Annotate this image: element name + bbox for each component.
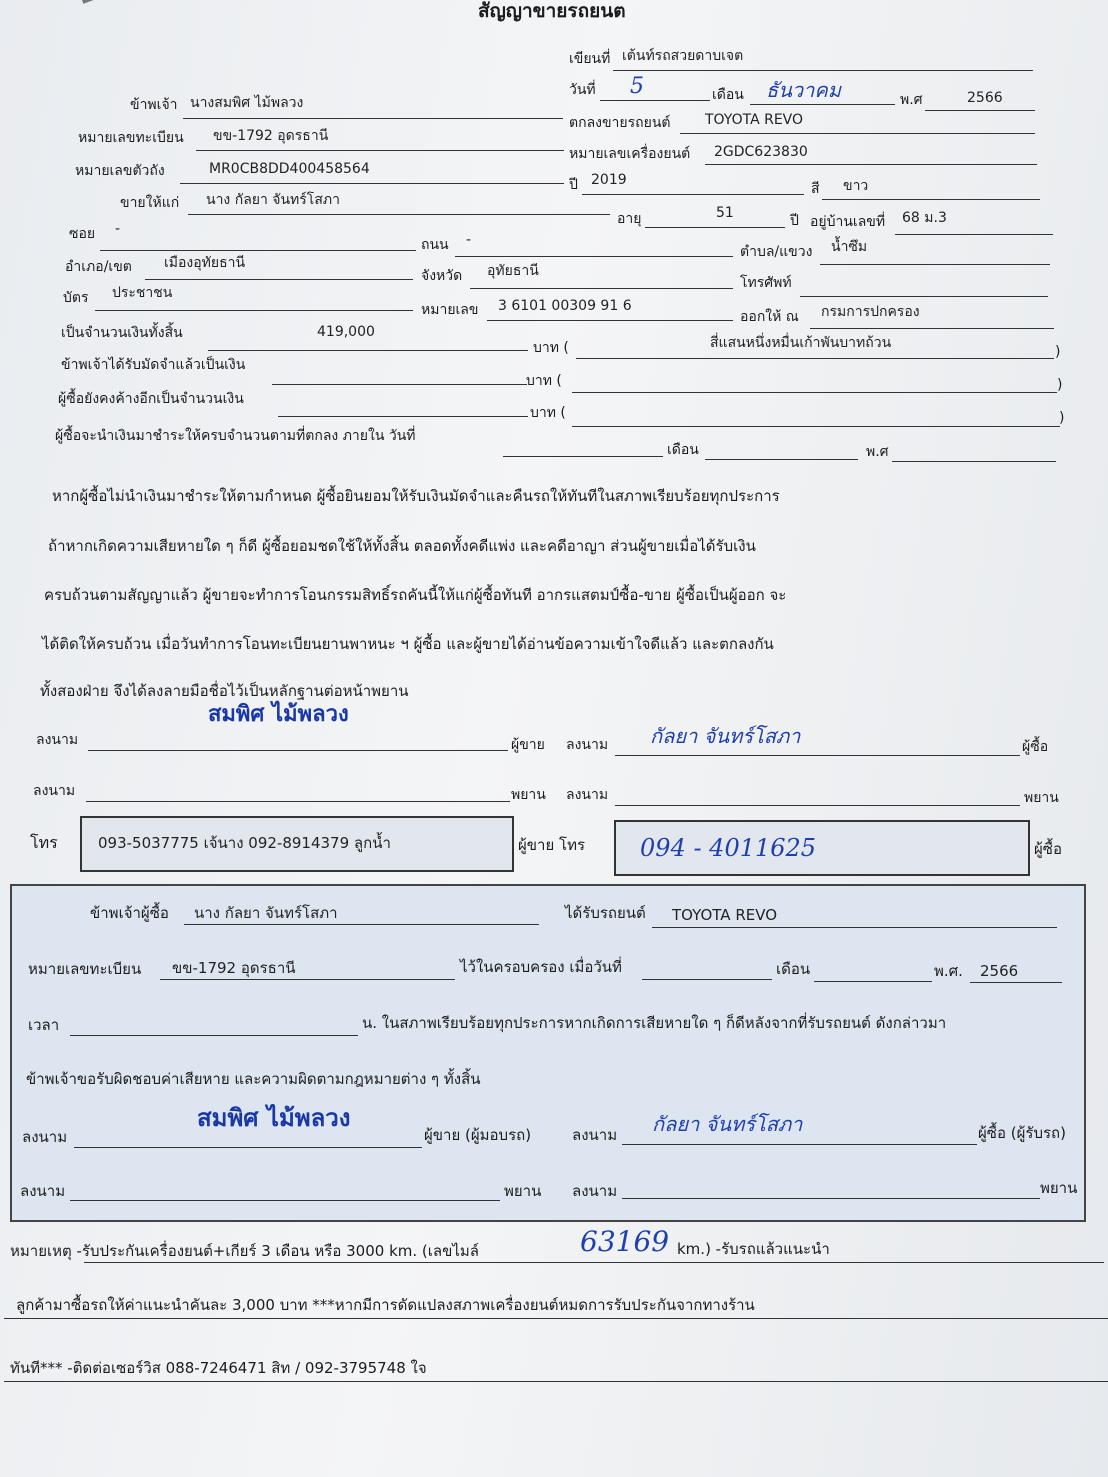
date-value: 5 [630,74,644,99]
sign-label-witness-1: ลงนาม [33,783,76,799]
total-close: ) [1055,344,1061,360]
card-value: ประชาชน [112,285,173,301]
issued-line [810,328,1054,329]
received-line [652,927,1057,928]
total-label: เป็นจำนวนเงินทั้งสิ้น [61,325,183,341]
soi-label: ซอย [69,226,96,242]
deposit-close: ) [1057,377,1063,393]
due-day-line [503,456,663,457]
remain-line [278,416,528,417]
car-brand: TOYOTA REVO [705,112,804,128]
engine-label: หมายเลขเครื่องยนต์ [569,146,691,162]
province-label: จังหวัด [421,268,463,284]
receipt-reg-value: ขข-1792 อุดรธานี [172,959,296,977]
house-line [895,234,1053,235]
receipt-buyer-name: นาง กัลยา จันทร์โสภา [194,904,338,922]
receipt-month-line [814,981,932,982]
received-value: TOYOTA REVO [672,906,778,924]
year-line [925,110,1035,111]
seller-label: ข้าพเจ้า [130,97,178,113]
province-line [470,288,733,289]
car-year-value: 2019 [591,172,627,188]
possession-day-line [642,979,772,980]
year-label: พ.ศ [900,92,923,108]
seller-sign-line [88,750,508,751]
notes-line-1b: km.) -รับรถแล้วแนะนำ [677,1240,830,1258]
total-value: 419,000 [317,324,375,340]
road-line [455,256,733,257]
district-value: เมืองอุทัยธานี [164,255,246,271]
remain-label: ผู้ซื้อยังคงค้างอีกเป็นจำนวนเงิน [58,391,244,407]
receipt-buyer-sign-line [622,1144,977,1145]
color-line [822,199,1040,200]
terms-line-1: หากผู้ซื้อไม่นำเงินมาชำระให้ตามกำหนด ผู้ซื้อยินยอมให้รับเงินมัดจำและคืนรถให้ทันทีในสภาพเรียบร้อยทุกประการ [52,487,780,505]
deposit-line [272,384,527,385]
receipt-buyer-signature: กัลยา จันทร์โสภา [652,1112,803,1136]
written-at-label: เขียนที่ [569,51,611,67]
receipt-year-line [970,982,1062,983]
year-value: 2566 [967,90,1003,106]
receipt-reg-line [160,979,455,980]
mileage-value: 63169 [580,1225,670,1258]
total-baht: บาท ( [533,340,569,356]
terms-line-4: ได้ติดให้ครบถ้วน เมื่อวันทำการโอนทะเบียนยานพาหนะ ฯ ผู้ซื้อ และผู้ขายได้อ่านข้อความเข้าใจดีแล้ว และตกลงกัน [42,635,774,653]
terms-line-2: ถ้าหากเกิดความเสียหายใด ๆ ก็ดี ผู้ซื้อยอมชดใช้ให้ทั้งสิ้น ตลอดทั้งคดีแพ่ง และคดีอาญา ส่วนผู้ขายเมื่อได้รับเงิน [48,537,756,555]
age-line [645,227,785,228]
reg-label: หมายเลขทะเบียน [78,130,184,146]
chassis-label: หมายเลขตัวถัง [75,163,165,179]
chassis-line [180,183,564,184]
deposit-baht: บาท ( [526,373,562,389]
buyer-sign-line [615,755,1020,756]
issued-value: กรมการปกครอง [821,304,920,320]
sell-to-label: ขายให้แก่ [120,195,180,211]
terms-line-3: ครบถ้วนตามสัญญาแล้ว ผู้ขายจะทำการโอนกรรมสิทธิ์รถคันนี้ให้แก่ผู้ซื้อทันที อากรแสตมป์ซื้อ-ขาย ผู้ซื้อเป็นผู้ออก จะ [44,586,787,604]
receipt-buyer-role: ผู้ซื้อ (ผู้รับรถ) [978,1124,1066,1142]
witness-1-role: พยาน [511,787,546,803]
receipt-reg-label: หมายเลขทะเบียน [28,960,142,978]
notes-line-3: ทันที*** -ติดต่อเซอร์วิส 088-7246471 สิท / 092-3795748 ใจ [10,1359,427,1377]
color-label: สี [811,181,820,197]
seller-stamp: สมพิศ ไม้พลวง [208,702,349,727]
month-value: ธันวาคม [766,78,841,102]
engine-value: 2GDC623830 [714,144,808,160]
id-number-line [487,320,733,321]
receipt-seller-sign-line [74,1147,422,1148]
time-line [70,1035,358,1036]
seller-phone-value: 093-5037775 เจ้นาง 092-8914379 ลูกน้ำ [98,834,391,852]
receipt-seller-role: ผู้ขาย (ผู้มอบรถ) [424,1126,532,1144]
due-label: ผู้ซื้อจะนำเงินมาชำระให้ครบจำนวนตามที่ตกลง ภายใน วันที่ [55,428,416,444]
witness-2-line [615,805,1020,806]
buyer-phone-box [614,820,1030,876]
issued-label: ออกให้ ณ [740,309,799,325]
notes-line-3-rule [4,1381,1108,1382]
card-line [95,310,413,311]
due-month-label: เดือน [667,442,699,458]
received-label: ได้รับรถยนต์ [565,904,646,922]
id-number-value: 3 6101 00309 91 6 [498,298,632,314]
seller-role: ผู้ขาย [511,737,545,753]
date-line [600,100,710,101]
receipt-sign-label-witness-1: ลงนาม [20,1182,66,1200]
total-line [208,350,528,351]
deposit-words-line [572,392,1057,393]
due-year-label: พ.ศ [866,444,889,460]
house-label: อยู่บ้านเลขที่ [810,214,886,230]
buyer-signature: กัลยา จันทร์โสภา [650,724,801,748]
witness-2-role: พยาน [1024,790,1059,806]
responsibility-text: ข้าพเจ้าขอรับผิดชอบค่าเสียหาย และความผิดตามกฎหมายต่าง ๆ ทั้งสิ้น [26,1070,481,1088]
possession-label: ไว้ในครอบครอง เมื่อวันที่ [460,958,622,976]
condition-text: น. ในสภาพเรียบร้อยทุกประการหากเกิดการเสียหายใด ๆ ก็ดีหลังจากที่รับรถยนต์ ดังกล่าวมา [362,1014,947,1032]
due-year-line [892,461,1056,462]
sign-label-witness-2: ลงนาม [566,787,609,803]
receipt-witness-1-line [70,1200,500,1201]
receipt-witness-2-role: พยาน [1040,1179,1078,1197]
seller-line [183,118,563,119]
date-label: วันที่ [569,82,596,98]
notes-line-2: ลูกค้ามาซื้อรถให้ค่าแนะนำคันละ 3,000 บาท ***หากมีการดัดแปลงสภาพเครื่องยนต์หมดการรับประกันจากทางร้าน [16,1296,755,1314]
written-at-value: เต้นท์รถสวยดาบเจต [622,48,744,64]
total-words: สี่แสนหนึ่งหมื่นเก้าพันบาทถ้วน [710,335,892,351]
province-value: อุทัยธานี [487,263,539,279]
terms-line-5: ทั้งสองฝ่าย จึงได้ลงลายมือชื่อไว้เป็นหลักฐานต่อหน้าพยาน [40,682,409,700]
remain-close: ) [1059,410,1065,426]
witness-1-line [86,801,510,802]
sign-label-buyer: ลงนาม [566,737,609,753]
subdistrict-value: น้ำซึม [831,239,868,255]
receipt-year-label: พ.ศ. [934,962,963,980]
document-title: สัญญาขายรถยนต [478,0,626,22]
road-label: ถนน [421,237,449,253]
seller-phone-box [80,816,514,872]
reg-value: ขข-1792 อุดรธานี [213,128,329,144]
house-value: 68 ม.3 [902,210,947,226]
receipt-buyer-label: ข้าพเจ้าผู้ซื้อ [90,904,169,922]
remain-baht: บาท ( [530,405,566,421]
buyer-name-line [188,214,610,215]
phone-line [800,296,1048,297]
soi-line [100,250,416,251]
notes-line-1a: หมายเหตุ -รับประกันเครื่องยนต์+เกียร์ 3 เดือน หรือ 3000 km. (เลขไมล์ [10,1242,479,1260]
id-number-label: หมายเลข [421,302,479,318]
notes-line-2-rule [4,1318,1108,1319]
receipt-year-value: 2566 [980,962,1019,980]
car-year-label: ปี [569,177,578,193]
receipt-witness-2-line [622,1198,1040,1199]
subdistrict-label: ตำบล/แขวง [740,244,813,260]
written-at-line [613,70,1033,71]
buyer-phone-role: ผู้ซื้อ [1034,840,1062,858]
car-year-line [582,194,804,195]
sign-label-seller: ลงนาม [36,732,79,748]
age-label: อายุ [617,211,642,227]
receipt-sign-label-witness-2: ลงนาม [572,1182,618,1200]
receipt-month-label: เดือน [776,960,811,978]
age-unit: ปี [790,213,799,229]
age-value: 51 [716,205,734,221]
seller-name: นางสมพิศ ไม้พลวง [190,95,304,111]
phone-label: โทรศัพท์ [740,275,792,291]
buyer-role: ผู้ซื้อ [1022,739,1049,755]
receipt-buyer-line [184,924,539,925]
engine-line [705,164,1037,165]
receipt-sign-label-seller: ลงนาม [22,1128,68,1146]
car-brand-line [680,133,1035,134]
card-label: บัตร [63,290,89,306]
receipt-seller-stamp: สมพิศ ไม้พลวง [197,1104,351,1132]
soi-value: - [115,221,121,237]
district-line [145,279,413,280]
receipt-witness-1-role: พยาน [504,1182,542,1200]
reg-line [196,150,564,151]
receipt-sign-label-buyer: ลงนาม [572,1126,618,1144]
chassis-value: MR0CB8DD400458564 [209,161,370,177]
phone-label-seller: โทร [30,833,58,852]
time-label: เวลา [28,1016,60,1034]
buyer-name: นาง กัลยา จันทร์โสภา [206,192,340,208]
district-label: อำเภอ/เขต [65,259,132,275]
receipt-box [10,884,1086,1222]
seller-phone-role: ผู้ขาย โทร [518,836,586,854]
road-value: - [466,232,472,248]
due-month-line [705,459,858,460]
month-label: เดือน [712,87,744,103]
remain-words-line [572,426,1060,427]
deposit-label: ข้าพเจ้าได้รับมัดจำแล้วเป็นเงิน [61,357,246,373]
notes-line-1-rule [84,1262,1104,1263]
month-line [750,104,895,105]
agree-label: ตกลงขายรถยนต์ [569,115,671,131]
total-words-line [576,358,1054,359]
buyer-phone-value: 094 - 4011625 [640,834,817,862]
subdistrict-line [820,264,1050,265]
pen-shadow [82,0,166,24]
color-value: ขาว [843,178,869,194]
